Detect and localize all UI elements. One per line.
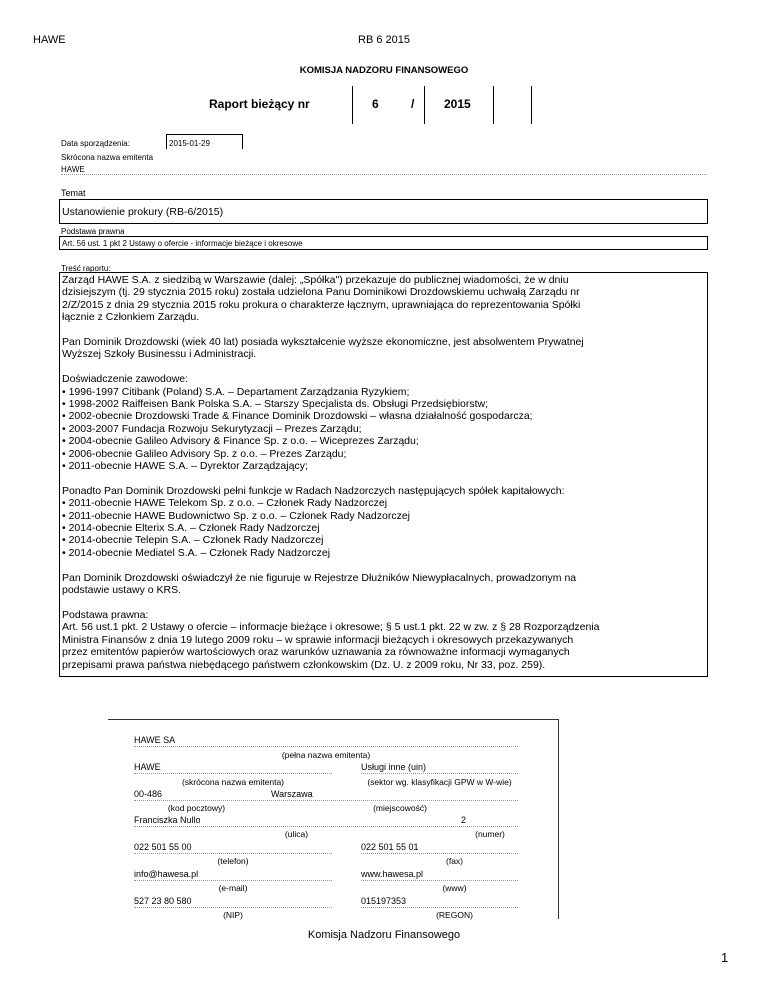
issuer-sector-caption: (sektor wg. klasyfikacji GPW w W-wie) xyxy=(367,777,512,787)
text-line: Art. 56 ust.1 pkt. 2 Ustawy o ofercie – informacje bieżące i okresowe; § 5 ust.1 pkt. 22 w zw. z § 28 Rozporządzenia xyxy=(62,621,600,634)
date-value: 2015-01-29 xyxy=(169,139,210,148)
report-divider xyxy=(493,86,494,124)
short-name-value: HAWE xyxy=(61,165,85,174)
issuer-city: Warszawa xyxy=(271,789,313,799)
issuer-email: info@hawesa.pl xyxy=(134,869,199,879)
list-item: • 2014-obecnie Mediatel S.A. – Członek Rady Nadzorczej xyxy=(62,546,331,559)
report-divider xyxy=(531,86,532,124)
text-line: Pan Dominik Drozdowski (wiek 40 lat) posiada wykształcenie wyższe ekonomiczne, jest absolwentem Prywatnej xyxy=(62,336,584,349)
text-line: Wyższej Szkoły Businessu i Administracji. xyxy=(62,348,257,361)
paragraph-legal-basis xyxy=(62,609,707,671)
issuer-sector: Usługi inne (uin) xyxy=(361,762,427,772)
list-item: • 2011-obecnie HAWE Budownictwo Sp. z o.o. – Członek Rady Nadzorczej xyxy=(62,509,411,522)
list-item: • 2014-obecnie Telepin S.A. – Członek Rady Nadzorczej xyxy=(62,534,324,547)
date-label: Data sporządzenia: xyxy=(61,139,130,148)
issuer-right-rule xyxy=(558,719,559,919)
separator xyxy=(361,880,518,881)
separator xyxy=(61,174,707,175)
separator xyxy=(361,907,518,908)
separator xyxy=(134,880,332,881)
page-number: 1 xyxy=(721,950,729,965)
issuer-fax-caption: (fax) xyxy=(446,856,463,866)
issuer-www: www.hawesa.pl xyxy=(361,869,424,879)
list-item: • 2014-obecnie Elterix S.A. – Członek Rady Nadzorczej xyxy=(62,522,320,535)
list-item: • 2004-obecnie Galileo Advisory & Finance Sp. z o.o. – Wiceprezes Zarządu; xyxy=(62,435,419,448)
separator xyxy=(361,853,518,854)
report-number: 6 xyxy=(372,97,379,111)
content-label: Treść raportu: xyxy=(61,264,111,273)
separator xyxy=(134,773,332,774)
issuer-short-name-caption: (skrócona nazwa emitenta) xyxy=(181,777,285,787)
text-line: Ministra Finansów z dnia 19 lutego 2009 roku – w sprawie informacji bieżących i okresowych przekazywanych xyxy=(62,633,574,646)
text-line: podstawie ustawy o KRS. xyxy=(62,584,182,597)
report-divider xyxy=(424,86,425,124)
separator xyxy=(134,907,332,908)
short-name-label: Skrócona nazwa emitenta xyxy=(61,153,154,162)
paragraph-intro xyxy=(62,274,707,324)
basis-label: Podstawa prawna xyxy=(61,227,125,236)
report-label: Raport bieżący nr xyxy=(209,97,310,111)
report-year: 2015 xyxy=(444,97,471,111)
separator xyxy=(134,746,518,747)
topic-label: Temat xyxy=(61,188,86,198)
issuer-full-name-caption: (pełna nazwa emitenta) xyxy=(281,750,371,760)
list-item: • 2006-obecnie Galileo Advisory Sp. z o.o. – Prezes Zarządu; xyxy=(62,447,347,460)
issuer-short-name: HAWE xyxy=(134,762,161,772)
paragraph-education xyxy=(62,336,707,361)
issuer-nip-caption: (NIP) xyxy=(223,910,243,920)
issuer-full-name: HAWE SA xyxy=(134,735,176,745)
separator xyxy=(134,826,518,827)
issuer-top-rule xyxy=(108,719,559,720)
issuer-email-caption: (e-mail) xyxy=(218,883,248,893)
footer-org: Komisja Nadzoru Finansowego xyxy=(307,929,461,941)
paragraph-declaration xyxy=(62,572,707,597)
text-line: Pan Dominik Drozdowski oświadczył że nie figuruje w Rejestrze Dłużników Niewypłacalnych, prowadzonym na xyxy=(62,571,577,584)
issuer-street-caption: (ulica) xyxy=(284,829,309,839)
list-item: • 2002-obecnie Drozdowski Trade & Finance Dominik Drozdowski – własna działalność gospodarcza; xyxy=(62,410,533,423)
report-slash: / xyxy=(411,97,415,111)
separator xyxy=(361,773,518,774)
list-item: • 2003-2007 Fundacja Rozwoju Sekurytyzacji – Prezes Zarządu; xyxy=(62,422,362,435)
basis-value: Art. 56 ust. 1 pkt 2 Ustawy o ofercie - informacje bieżące i okresowe xyxy=(62,239,303,248)
separator xyxy=(134,800,518,801)
issuer-phone-caption: (telefon) xyxy=(217,856,249,866)
list-item: • 1998-2002 Raiffeisen Bank Polska S.A. – Starszy Specjalista ds. Obsługi Przedsiębiorstw; xyxy=(62,398,489,411)
list-item: • 2011-obecnie HAWE Telekom Sp. z o.o. – Członek Rady Nadzorczej xyxy=(62,497,388,510)
paragraph-boards xyxy=(62,485,707,559)
issuer-postal-code: 00-486 xyxy=(134,789,163,799)
report-content xyxy=(62,274,707,671)
separator xyxy=(134,853,332,854)
text-line: Ponadto Pan Dominik Drozdowski pełni funkcje w Radach Nadzorczych następujących spółek kapitałowych: xyxy=(62,484,565,497)
text-line: dzisiejszym (tj. 29 stycznia 2015 roku) została udzielona Panu Dominikowi Drozdowskiemu uchwałą Zarządu nr xyxy=(62,286,580,299)
list-item: • 1996-1997 Citibank (Poland) S.A. – Departament Zarządzania Ryzykiem; xyxy=(62,385,410,398)
header-center: RB 6 2015 xyxy=(358,34,410,46)
issuer-fax: 022 501 55 01 xyxy=(361,842,419,852)
issuer-phone: 022 501 55 00 xyxy=(134,842,192,852)
text-line: 2/Z/2015 z dnia 29 stycznia 2015 roku prokura o charakterze łącznym, uprawniająca do reprezentowania Spółki xyxy=(62,298,581,311)
text-line: Doświadczenie zawodowe: xyxy=(62,373,189,386)
text-line: przez emitentów papierów wartościowych oraz warunków uznawania za równoważne informacji wymaganych xyxy=(62,646,570,659)
issuer-regon-caption: (REGON) xyxy=(436,910,473,920)
topic-value: Ustanowienie prokury (RB-6/2015) xyxy=(62,206,224,218)
text-line: Podstawa prawna: xyxy=(62,608,149,621)
issuer-number: 2 xyxy=(461,815,467,825)
issuer-www-caption: (www) xyxy=(442,883,467,893)
issuer-number-caption: (numer) xyxy=(475,829,505,839)
paragraph-experience xyxy=(62,373,707,472)
text-line: przepisami prawa państwa niebędącego państwem członkowskim (Dz. U. z 2009 roku, Nr 33, poz. 259). xyxy=(62,658,546,671)
text-line: łącznie z Członkiem Zarządu. xyxy=(62,311,200,324)
header-left: HAWE xyxy=(33,34,66,46)
issuer-nip: 527 23 80 580 xyxy=(134,896,192,906)
text-line: Zarząd HAWE S.A. z siedzibą w Warszawie (dalej: „Spółka") przekazuje do publicznej wiadomości, że w dniu xyxy=(62,274,569,286)
list-item: • 2011-obecnie HAWE S.A. – Dyrektor Zarządzający; xyxy=(62,460,308,473)
document-title: KOMISJA NADZORU FINANSOWEGO xyxy=(299,65,469,76)
report-divider xyxy=(352,86,353,124)
issuer-street: Franciszka Nullo xyxy=(134,815,201,825)
issuer-postal-caption: (kod pocztowy) xyxy=(167,803,226,813)
issuer-city-caption: (miejscowość) xyxy=(373,803,427,813)
issuer-regon: 015197353 xyxy=(361,896,407,906)
